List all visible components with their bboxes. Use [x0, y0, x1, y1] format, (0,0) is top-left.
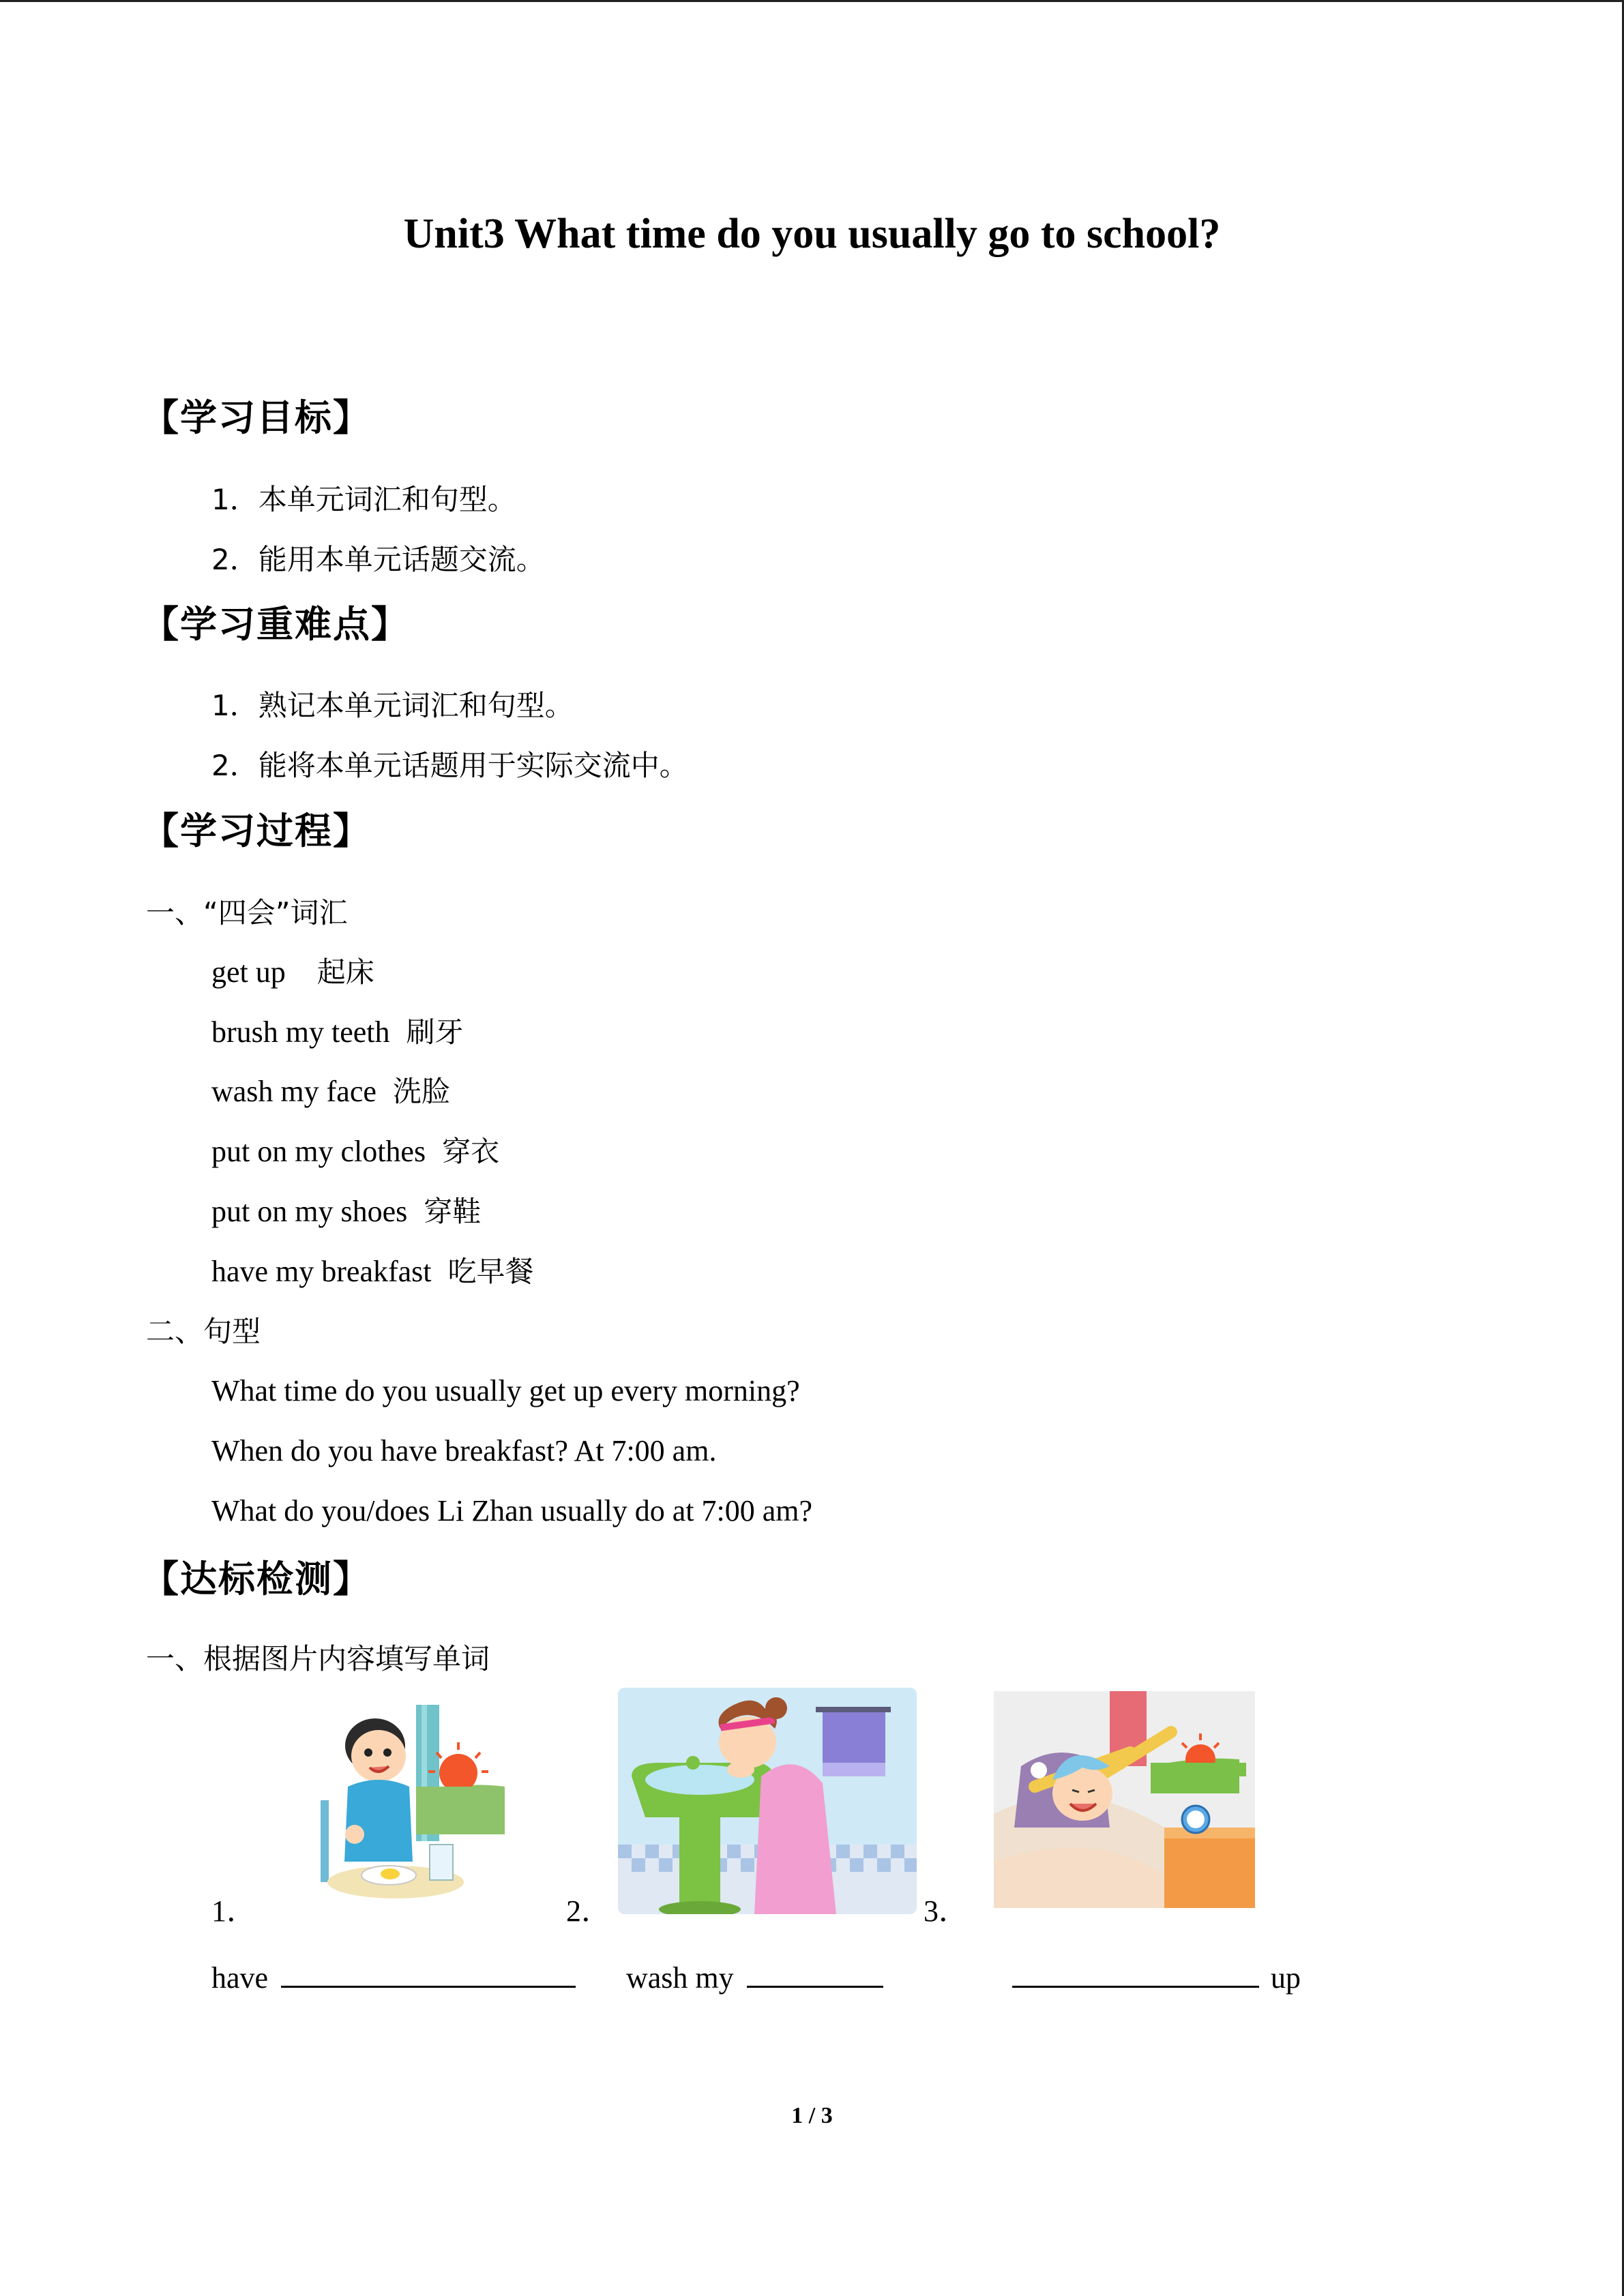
answer-3-blank[interactable]	[1012, 1960, 1259, 1988]
wash-face-illustration	[618, 1688, 917, 1914]
key-point-item-2: 2．能将本单元话题用于实际交流中。	[211, 749, 688, 782]
vocab-cn: 起床	[316, 955, 374, 989]
picture-breakfast	[314, 1698, 505, 1903]
answer-1	[211, 1960, 576, 1995]
sentence-item: What time do you usually get up every morning?	[211, 1374, 800, 1407]
objectives-heading: 【学习目标】	[142, 396, 371, 439]
vocab-item	[211, 1249, 534, 1290]
picture-wash-face	[618, 1688, 917, 1914]
answer-1-prefix: have	[211, 1961, 269, 1995]
picture-number-3: 3．	[924, 1894, 969, 1928]
vocab-en: wash my face	[211, 1075, 377, 1108]
vocab-item	[211, 1129, 499, 1170]
sentence-item: What do you/does Li Zhan usually do at 7:00 am?	[211, 1494, 813, 1527]
answer-2-prefix: wash my	[626, 1961, 734, 1995]
answer-3-suffix: up	[1271, 1961, 1301, 1995]
breakfast-illustration	[314, 1698, 505, 1903]
picture-number-2: 2．	[566, 1894, 611, 1928]
answer-2	[626, 1960, 883, 1995]
vocab-cn: 吃早餐	[447, 1255, 534, 1288]
vocab-en: put on my clothes	[211, 1135, 426, 1168]
vocab-cn: 穿衣	[442, 1135, 500, 1168]
test-heading: 【达标检测】	[142, 1557, 371, 1600]
answer-3	[1012, 1960, 1301, 1995]
vocab-cn: 洗脸	[392, 1075, 450, 1108]
vocab-cn: 穿鞋	[424, 1195, 482, 1228]
key-point-item-1: 1．熟记本单元词汇和句型。	[211, 689, 574, 722]
process-heading: 【学习过程】	[142, 809, 371, 852]
objective-item-1: 1．本单元词汇和句型。	[211, 483, 516, 516]
objective-item-2: 2．能用本单元话题交流。	[211, 543, 545, 576]
vocab-item	[211, 1189, 481, 1230]
get-up-illustration	[994, 1691, 1255, 1908]
picture-number-1: 1．	[211, 1894, 256, 1928]
answer-2-blank[interactable]	[747, 1960, 883, 1988]
vocab-en: brush my teeth	[211, 1015, 390, 1049]
vocab-en: get up	[211, 955, 286, 989]
vocab-title: 一、“四会”词汇	[146, 896, 348, 929]
vocab-cn: 刷牙	[406, 1015, 464, 1049]
sentence-item: When do you have breakfast? At 7:00 am.	[211, 1434, 717, 1467]
page-title: Unit3 What time do you usually go to school?	[403, 211, 1221, 257]
vocab-item	[211, 1010, 464, 1051]
sentence-title: 二、句型	[146, 1315, 261, 1348]
picture-get-up	[994, 1691, 1255, 1908]
test-task-title: 一、根据图片内容填写单词	[146, 1642, 490, 1675]
answer-1-blank[interactable]	[281, 1960, 576, 1988]
vocab-en: have my breakfast	[211, 1255, 432, 1288]
vocab-en: put on my shoes	[211, 1195, 408, 1228]
key-points-heading: 【学习重难点】	[142, 603, 409, 646]
page-number: 1 / 3	[791, 2103, 833, 2128]
vocab-item	[211, 950, 374, 991]
vocab-item	[211, 1069, 450, 1110]
